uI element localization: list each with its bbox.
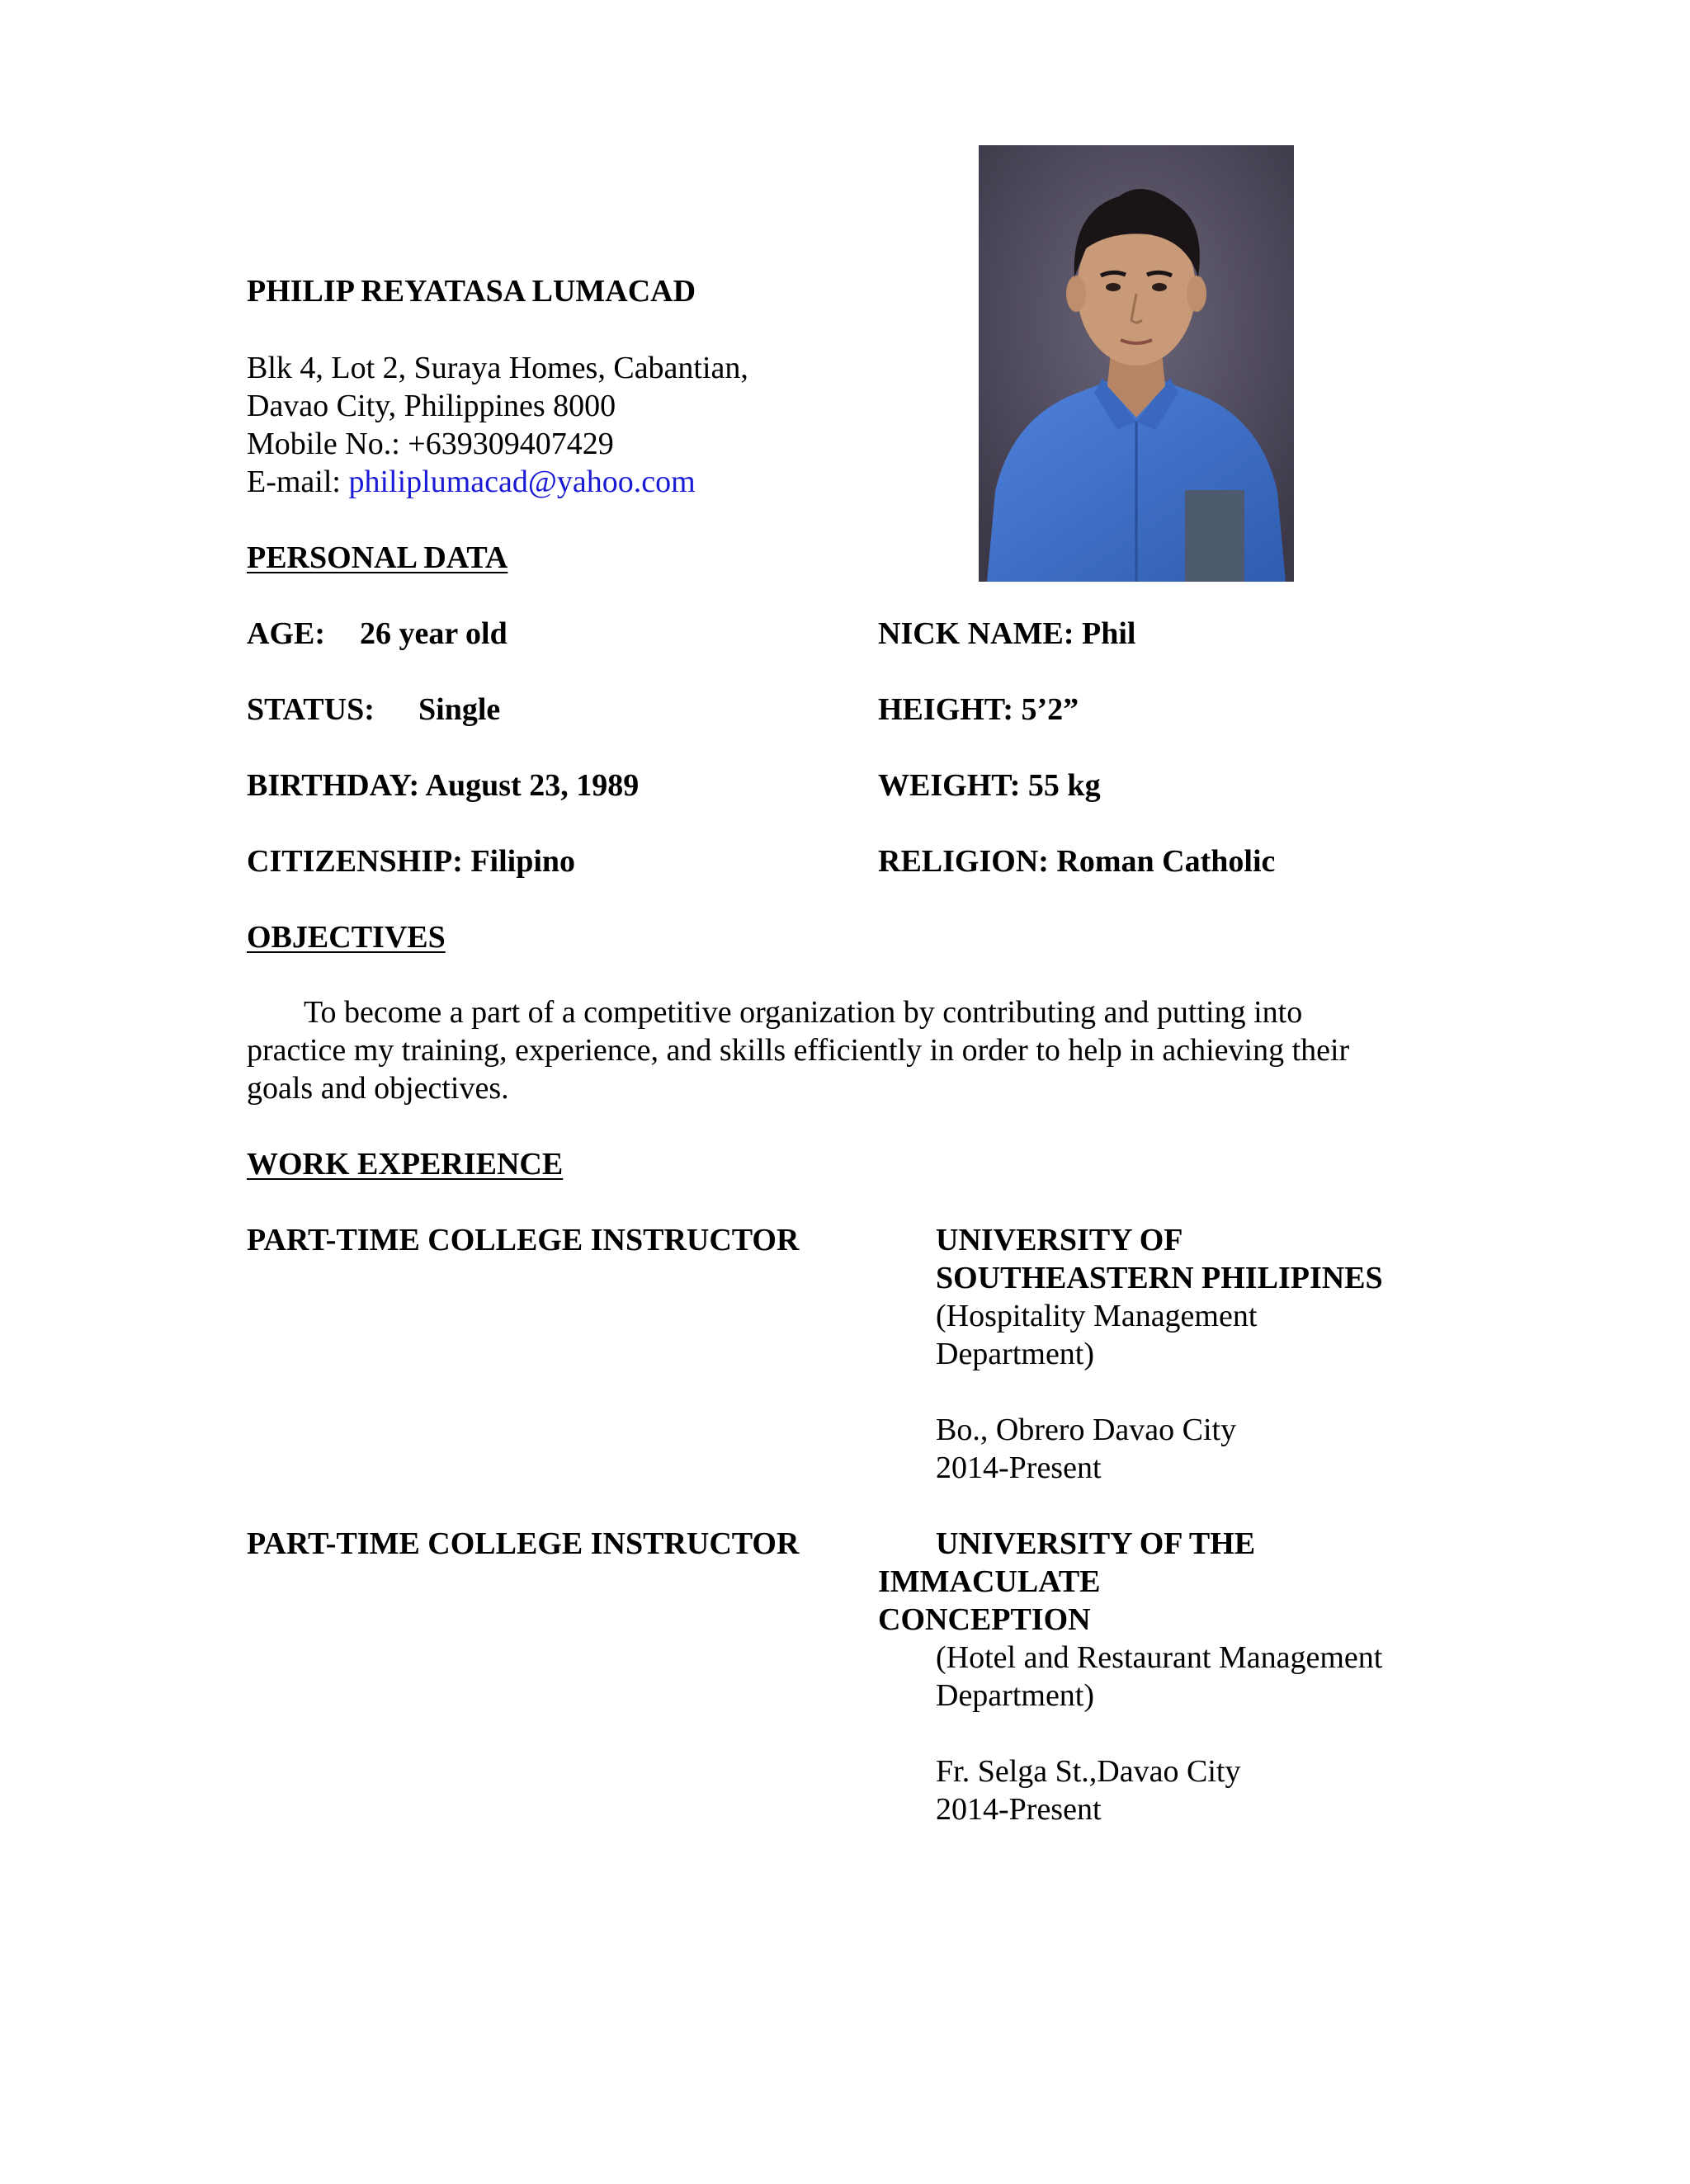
age-value: 26 year old — [360, 616, 507, 651]
job-2-school-line-3: CONCEPTION — [878, 1602, 1091, 1637]
email-row — [247, 463, 696, 501]
objectives-heading: OBJECTIVES — [247, 920, 446, 955]
address-line-2: Davao City, Philippines 8000 — [247, 389, 616, 423]
personal-data-heading: PERSONAL DATA — [247, 540, 508, 575]
status-value: Single — [418, 692, 501, 727]
job-2-title: PART-TIME COLLEGE INSTRUCTOR — [247, 1526, 800, 1561]
religion: RELIGION: Roman Catholic — [878, 844, 1276, 879]
status-label: STATUS: — [247, 692, 375, 727]
mobile-number: Mobile No.: +639309407429 — [247, 427, 614, 461]
citizenship: CITIZENSHIP: Filipino — [247, 844, 576, 879]
job-1-years: 2014-Present — [936, 1450, 1102, 1485]
objectives-line-2: practice my training, experience, and skills efficiently in order to help in achieving their — [247, 1033, 1350, 1068]
birthday: BIRTHDAY: August 23, 1989 — [247, 768, 640, 803]
portrait-photo — [979, 145, 1294, 582]
weight: WEIGHT: 55 kg — [878, 768, 1101, 803]
email-link[interactable]: philiplumacad@yahoo.com — [348, 465, 696, 499]
applicant-name: PHILIP REYATASA LUMACAD — [247, 274, 696, 309]
job-2-school-line-2: IMMACULATE — [878, 1564, 1101, 1599]
job-1-dept-line-2: Department) — [936, 1337, 1095, 1371]
job-2-years: 2014-Present — [936, 1792, 1102, 1827]
objectives-line-3: goals and objectives. — [247, 1071, 509, 1106]
job-2-dept-line-1: (Hotel and Restaurant Management — [936, 1640, 1383, 1675]
job-2-school-line-1: UNIVERSITY OF THE — [936, 1526, 1256, 1561]
height: HEIGHT: 5’2” — [878, 692, 1079, 727]
email-label: E-mail: — [247, 465, 349, 499]
job-1-location: Bo., Obrero Davao City — [936, 1413, 1237, 1447]
nickname: NICK NAME: Phil — [878, 616, 1136, 651]
job-1-title: PART-TIME COLLEGE INSTRUCTOR — [247, 1223, 800, 1257]
address-line-1: Blk 4, Lot 2, Suraya Homes, Cabantian, — [247, 351, 748, 385]
portrait-photo-icon — [979, 145, 1294, 582]
job-1-school-line-2: SOUTHEASTERN PHILIPINES — [936, 1261, 1383, 1295]
objectives-line-1: To become a part of a competitive organization by contributing and putting into — [304, 995, 1303, 1030]
job-1-dept-line-1: (Hospitality Management — [936, 1299, 1258, 1333]
age-label: AGE: — [247, 616, 325, 651]
work-experience-heading: WORK EXPERIENCE — [247, 1147, 564, 1182]
job-2-location: Fr. Selga St.,Davao City — [936, 1754, 1241, 1789]
job-2-dept-line-2: Department) — [936, 1678, 1095, 1713]
job-1-school-line-1: UNIVERSITY OF — [936, 1223, 1183, 1257]
